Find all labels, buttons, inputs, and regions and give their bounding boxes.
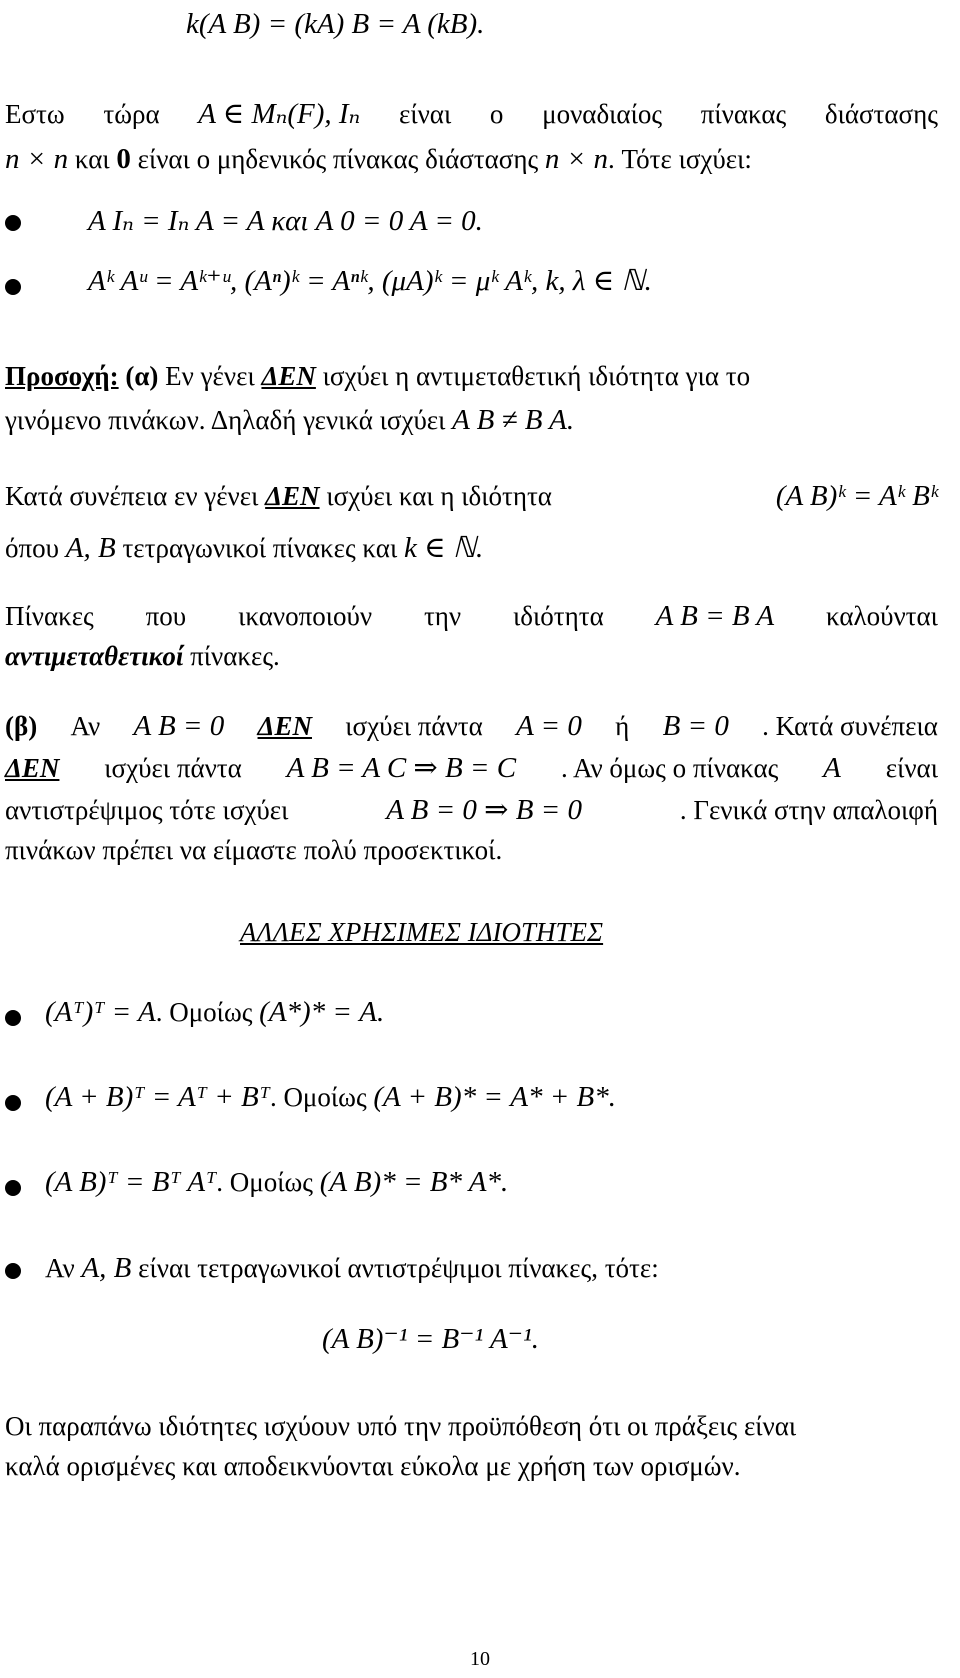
formula-power-product: (A B)ᵏ = Aᵏ Bᵏ — [775, 480, 938, 512]
formula-commutative: A B = B A — [655, 600, 775, 632]
property-sum — [45, 1079, 616, 1115]
consequence-line-2 — [5, 530, 483, 566]
bullet-icon — [5, 215, 21, 231]
closing-line-2: καλά ορισμένες και αποδεικνύονται εύκολα με χρήση των ορισμών. — [5, 1451, 741, 1481]
consequence-line-1 — [5, 478, 938, 514]
text: Αν — [70, 711, 101, 741]
emphasis-den: ΔΕΝ — [257, 711, 312, 741]
word: την — [423, 601, 462, 631]
text: . Γενικά στην απαλοιφή — [679, 795, 938, 825]
formula-matrices: A, B — [81, 1252, 132, 1284]
formula-k-natural: k ∈ ℕ. — [403, 532, 484, 564]
caution-line-2 — [5, 402, 574, 438]
bullet-icon — [5, 1263, 21, 1279]
formula-dimension: n × n — [5, 143, 69, 175]
commutative-line-1 — [5, 598, 938, 634]
heading-text: ΑΛΛΕΣ ΧΡΗΣΙΜΕΣ ΙΔΙΟΤΗΤΕΣ — [240, 917, 604, 947]
text: . Αν όμως ο πίνακας — [560, 753, 779, 783]
text: ισχύει πάντα — [104, 753, 242, 783]
beta-line-4: πινάκων πρέπει να είμαστε πολύ προσεκτικοί. — [5, 835, 503, 865]
item-label-alpha: (α) — [125, 361, 159, 391]
formula-b-zero: B = 0 — [662, 710, 729, 742]
paragraph-1-line-2 — [5, 141, 752, 177]
formula-transpose-product: (A B)ᵀ = Bᵀ Aᵀ — [45, 1166, 217, 1198]
formula-zero-matrix: 0 — [116, 143, 131, 175]
text: πίνακες. — [190, 641, 280, 671]
formula-adjoint-adjoint: (A*)* = A. — [259, 996, 385, 1028]
formula-dimension: n × n — [544, 143, 608, 175]
text: Εν γένει — [165, 361, 255, 391]
formula-inverse-product: (A B)⁻¹ = B⁻¹ A⁻¹. — [322, 1323, 539, 1355]
bullet-icon — [5, 279, 21, 295]
text: . Ομοίως — [216, 1167, 313, 1197]
text: είναι ο μηδενικός πίνακας διάστασης — [137, 144, 539, 174]
section-heading — [240, 916, 603, 950]
emphasis-den: ΔΕΝ — [265, 481, 320, 511]
text: ισχύει και η ιδιότητα — [326, 481, 552, 511]
word: Πίνακες — [5, 601, 94, 631]
word: καλούνται — [825, 601, 938, 631]
formula-zero-product: A B = 0 — [133, 710, 225, 742]
property-transpose — [45, 994, 384, 1030]
beta-line-3 — [5, 792, 938, 828]
caution-line-1 — [5, 360, 750, 394]
text: ή — [615, 711, 630, 741]
bullet-icon — [5, 1180, 21, 1196]
text: ισχύει πάντα — [345, 711, 483, 741]
word: μοναδιαίος — [542, 99, 663, 129]
formula-cancellation: A B = A C ⇒ B = C — [286, 752, 517, 784]
text: . Κατά συνέπεια — [762, 711, 938, 741]
commutative-line-2 — [5, 640, 280, 674]
text: γινόμενο πινάκων. Δηλαδή γενικά ισχύει — [5, 405, 446, 435]
text: και — [74, 144, 110, 174]
bullet-icon — [5, 1010, 21, 1026]
text: είναι τετραγωνικοί αντιστρέψιμοι πίνακες, τότε: — [138, 1253, 659, 1283]
text: αντιστρέψιμος τότε ισχύει — [5, 795, 289, 825]
formula-adjoint-product: (A B)* = B* A*. — [319, 1166, 509, 1198]
formula-transpose-sum: (A + B)ᵀ = Aᵀ + Bᵀ — [45, 1081, 270, 1113]
word: ιδιότητα — [513, 601, 604, 631]
word: είναι — [399, 99, 452, 129]
formula-matrices: A, B — [65, 532, 116, 564]
text: . Τότε ισχύει: — [608, 144, 752, 174]
text: . Ομοίως — [155, 997, 253, 1027]
property-product — [45, 1164, 508, 1200]
word: ο — [489, 99, 504, 129]
beta-line-1 — [5, 708, 938, 744]
word: ικανοποιούν — [238, 601, 373, 631]
emphasis-den: ΔΕΝ — [261, 361, 316, 391]
formula-a-zero: A = 0 — [516, 710, 582, 742]
term-commutative: αντιμεταθετικοί — [5, 641, 184, 671]
formula-scalar-associativity: k(A B) = (kA) B = A (kB). — [186, 8, 485, 40]
bullet-icon — [5, 1095, 21, 1111]
formula-powers: Aᵏ Aᵘ = Aᵏ⁺ᵘ, (Aⁿ)ᵏ = Aⁿᵏ, (μA)ᵏ = μᵏ Aᵏ, k, λ ∈ ℕ. — [88, 265, 652, 297]
text: είναι — [885, 753, 938, 783]
text: τετραγωνικοί πίνακες και — [122, 533, 398, 563]
text: . Ομοίως — [269, 1082, 367, 1112]
text: Αν — [45, 1253, 75, 1283]
emphasis-den: ΔΕΝ — [5, 753, 60, 783]
formula-adjoint-sum: (A + B)* = A* + B*. — [373, 1081, 616, 1113]
consequence-text — [5, 480, 552, 514]
page-number: 10 — [470, 1648, 490, 1670]
word: που — [145, 601, 187, 631]
formula-a: A — [823, 752, 841, 784]
formula-noncommutative: A B ≠ B A. — [452, 404, 575, 436]
caution-label: Προσοχή: — [5, 361, 119, 391]
beta-line-2 — [5, 750, 938, 786]
text: όπου — [5, 533, 59, 563]
formula-identity-zero: A Iₙ = Iₙ A = A και A 0 = 0 A = 0. — [88, 205, 483, 237]
word: τώρα — [103, 99, 160, 129]
property-inverse-intro — [45, 1250, 659, 1286]
word: Εστω — [5, 99, 65, 129]
text: ισχύει η αντιμεταθετική ιδιότητα για το — [322, 361, 751, 391]
item-label-beta: (β) — [5, 711, 38, 741]
paragraph-1-line-1 — [5, 96, 938, 132]
closing-line-1: Οι παραπάνω ιδιότητες ισχύουν υπό την προϋπόθεση ότι οι πράξεις είναι — [5, 1411, 797, 1441]
formula-transpose-transpose: (Aᵀ)ᵀ = A — [45, 996, 156, 1028]
formula-invertible-cancel: A B = 0 ⇒ B = 0 — [386, 794, 582, 826]
word: πίνακας — [700, 99, 787, 129]
formula-membership: A ∈ Mₙ(F), Iₙ — [198, 98, 361, 130]
text: Κατά συνέπεια εν γένει — [5, 481, 259, 511]
word: διάστασης — [824, 99, 938, 129]
